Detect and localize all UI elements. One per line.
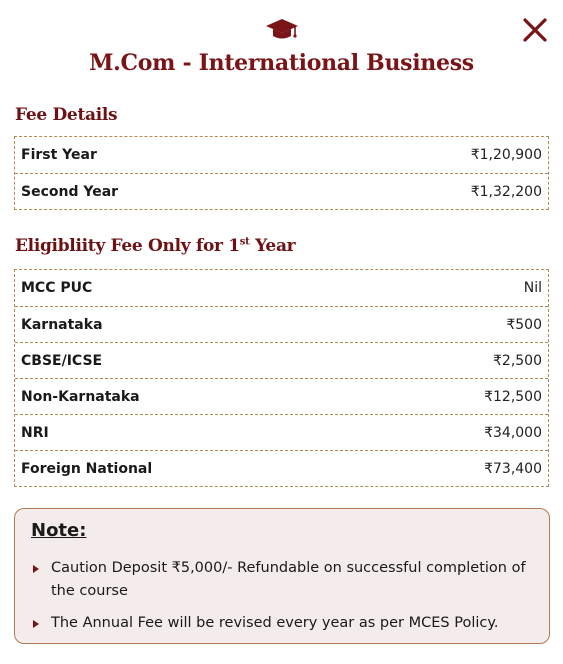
row-value: ₹1,20,900: [470, 147, 542, 163]
row-label: MCC PUC: [21, 280, 93, 296]
note-box: [14, 508, 550, 644]
note-title: Note:: [31, 520, 87, 541]
eligibility-heading-sup: st: [239, 236, 250, 248]
graduation-cap-icon: [265, 18, 299, 42]
table-row: [15, 173, 548, 209]
eligibility-heading: [15, 236, 295, 256]
table-row: [15, 306, 548, 342]
row-value: ₹73,400: [484, 460, 542, 477]
row-label: Second Year: [21, 183, 119, 200]
note-text: Caution Deposit ₹5,000/- Refundable on successful completion of the course: [51, 560, 526, 599]
row-value: ₹1,32,200: [470, 183, 542, 200]
table-row: [15, 414, 548, 450]
close-icon[interactable]: [522, 17, 548, 43]
row-label: Foreign National: [21, 460, 153, 477]
row-label: Non-Karnataka: [21, 388, 140, 405]
row-label: Karnataka: [21, 316, 103, 333]
triangle-bullet-icon: [33, 565, 39, 573]
eligibility-heading-prefix: Eligibliity Fee Only for 1: [15, 236, 240, 256]
eligibility-table: [14, 269, 549, 487]
list-item: [33, 557, 533, 603]
table-row: [15, 450, 548, 486]
row-label: CBSE/ICSE: [21, 352, 103, 369]
table-row: [15, 270, 548, 306]
row-value: ₹34,000: [484, 424, 542, 441]
eligibility-heading-suffix: Year: [249, 236, 296, 256]
row-value: Nil: [523, 280, 542, 296]
note-text: The Annual Fee will be revised every year as per MCES Policy.: [51, 615, 499, 631]
row-label: NRI: [21, 424, 49, 441]
page-title: M.Com - International Business: [89, 50, 474, 76]
row-value: ₹2,500: [493, 352, 542, 369]
fee-details-heading: Fee Details: [15, 105, 118, 125]
row-label: First Year: [21, 147, 97, 163]
table-row: [15, 137, 548, 173]
list-item: [33, 612, 533, 635]
row-value: ₹500: [506, 316, 542, 333]
row-value: ₹12,500: [484, 388, 542, 405]
table-row: [15, 342, 548, 378]
note-list: [33, 557, 533, 644]
fee-details-table: [14, 136, 549, 210]
table-row: [15, 378, 548, 414]
triangle-bullet-icon: [33, 620, 39, 628]
